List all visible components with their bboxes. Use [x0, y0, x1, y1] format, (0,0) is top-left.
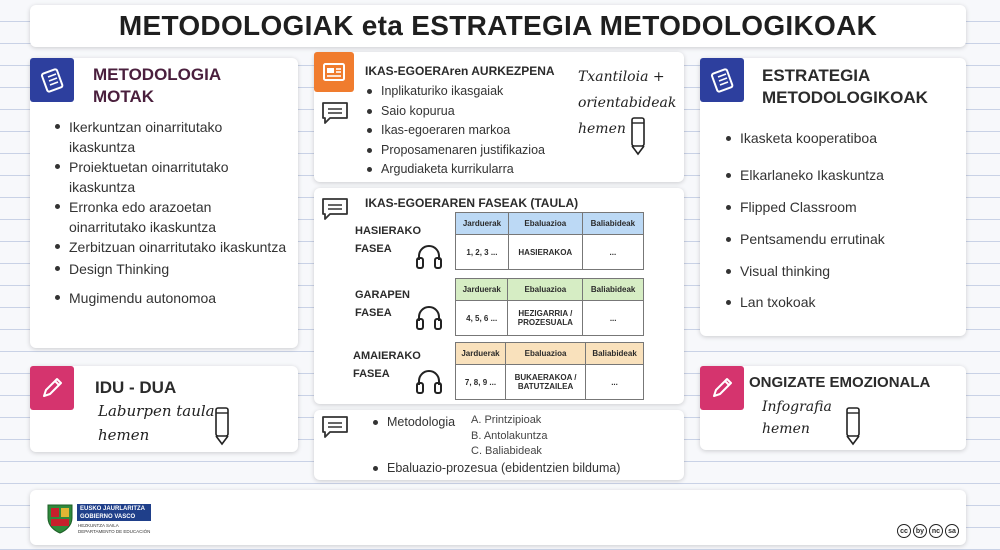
footer-card — [30, 490, 966, 545]
ongizate-heading: ONGIZATE EMOZIONALA — [749, 374, 931, 391]
list-item: Proiektuetan oinarritutako ikaskuntza — [55, 157, 290, 197]
cell-jarduerak: 1, 2, 3 ... — [456, 235, 509, 270]
col-ebaluazioa: Ebaluazioa — [508, 213, 582, 235]
ongizate-note — [762, 396, 832, 440]
list-item: Proposamenaren justifikazioa — [367, 141, 577, 161]
sa-icon: sa — [945, 524, 959, 538]
nc-icon: nc — [929, 524, 943, 538]
sub-item: B. Antolakuntza — [471, 429, 548, 442]
cell-jarduerak: 7, 8, 9 ... — [456, 365, 506, 400]
list-item: Argudiaketa kurrikularra — [367, 160, 577, 180]
phase-table — [455, 342, 644, 400]
metodologia-sub-list — [471, 413, 547, 460]
estrategia-heading — [762, 65, 928, 109]
list-item: Ikerkuntzan oinarritutako ikaskuntza — [55, 117, 290, 157]
cell-ebaluazioa-line1: BUKAERAKOA / — [514, 373, 577, 382]
aurkezpena-note-line2: orientabideak — [578, 95, 677, 111]
list-item: Flipped Classroom — [726, 198, 956, 216]
headphones-icon — [414, 303, 444, 331]
dept-name-line1: HEZKUNTZA SAILA — [78, 523, 119, 528]
col-baliabideak: Baliabideak — [583, 279, 644, 301]
ongizate-note-line1: Infografia — [762, 399, 832, 415]
table-row — [456, 301, 644, 336]
gov-name-line1: EUSKO JAURLARITZA — [80, 506, 146, 512]
list-item: Visual thinking — [726, 262, 956, 280]
list-item: Erronka edo arazoetan oinarritutako ikaskuntza — [55, 197, 290, 237]
gov-logo — [45, 502, 155, 538]
ongizate-note-line2: hemen — [762, 421, 810, 437]
cell-baliabideak: ... — [583, 301, 644, 336]
list-item: Design Thinking — [55, 259, 290, 279]
cell-ebaluazioa — [508, 235, 582, 270]
col-jarduerak: Jarduerak — [456, 213, 509, 235]
col-baliabideak: Baliabideak — [582, 213, 643, 235]
cell-baliabideak: ... — [582, 235, 643, 270]
faseak-heading: IKAS-EGOERAREN FASEAK (TAULA) — [365, 196, 579, 210]
cell-ebaluazioa — [508, 301, 583, 336]
dept-name — [78, 523, 150, 535]
gov-name-box — [77, 504, 151, 521]
list-item: Ebaluazio-prozesua (ebidentzien bilduma) — [373, 459, 620, 477]
phase-label-line1: AMAIERAKO — [353, 350, 421, 362]
title-card — [30, 5, 966, 47]
sub-item: C. Baliabideak — [471, 445, 542, 457]
col-jarduerak: Jarduerak — [456, 343, 506, 365]
table-row — [456, 235, 644, 270]
list-item: Mugimendu autonomoa — [55, 288, 290, 308]
col-ebaluazioa: Ebaluazioa — [508, 279, 583, 301]
chat-icon — [320, 196, 350, 222]
cc-icon: cc — [897, 524, 911, 538]
estrategia-heading-line1: ESTRATEGIA — [762, 66, 871, 85]
idu-note-line1: Laburpen taula — [98, 402, 215, 420]
cell-baliabideak: ... — [586, 365, 644, 400]
aurkezpena-note-line1: Txantiloia + — [578, 69, 665, 85]
phase-label — [355, 286, 410, 322]
list-item: Saio kopurua — [367, 102, 577, 122]
table-header-row — [456, 213, 644, 235]
notes-icon — [30, 58, 74, 102]
aurkezpena-heading: IKAS-EGOERAren AURKEZPENA — [365, 64, 555, 78]
cell-ebaluazioa — [505, 365, 585, 400]
chat-icon — [320, 414, 350, 440]
col-baliabideak: Baliabideak — [586, 343, 644, 365]
metodologia-heading-line2: MOTAK — [93, 87, 155, 106]
phase-label-line2: FASEA — [355, 307, 392, 319]
col-ebaluazioa: Ebaluazioa — [505, 343, 585, 365]
pencil-drawing-icon — [212, 402, 232, 446]
dept-name-line2: DEPARTAMENTO DE EDUCACIÓN — [78, 529, 151, 534]
pencil-icon — [30, 366, 74, 410]
by-icon: by — [913, 524, 927, 538]
ebaluazio-bullet — [373, 459, 620, 477]
phase-table — [455, 212, 644, 270]
cell-ebaluazioa-line1: HEZIGARRIA / — [518, 309, 573, 318]
estrategia-heading-line2: METODOLOGIKOAK — [762, 88, 928, 107]
list-item: Zerbitzuan oinarritutako ikaskuntza — [55, 237, 290, 257]
cell-ebaluazioa-line1: HASIERAKOA — [518, 247, 573, 257]
headphones-icon — [414, 242, 444, 270]
list-item: Elkarlaneko Ikaskuntza — [726, 166, 956, 184]
table-header-row — [456, 279, 644, 301]
phase-label-line2: FASEA — [353, 368, 390, 380]
idu-note-line2: hemen — [98, 426, 150, 444]
metodologia-heading-line1: METODOLOGIA — [93, 65, 222, 84]
phase-label-line2: FASEA — [355, 243, 392, 255]
coat-of-arms-icon — [45, 502, 75, 534]
phase-table — [455, 278, 644, 336]
notes-icon — [700, 58, 744, 102]
chat-icon — [320, 100, 350, 126]
list-item: Inplikaturiko ikasgaiak — [367, 82, 577, 102]
pencil-drawing-icon — [843, 402, 863, 446]
table-header-row — [456, 343, 644, 365]
aurkezpena-list — [367, 82, 577, 180]
cell-ebaluazioa-line2: PROZESUALA — [517, 318, 573, 327]
sub-item: A. Printzipioak — [471, 414, 542, 426]
phase-label — [353, 347, 421, 383]
gov-name-line2: GOBIERNO VASCO — [80, 514, 136, 520]
headphones-icon — [414, 367, 444, 395]
page-title: METODOLOGIAK eta ESTRATEGIA METODOLOGIKOAK — [118, 10, 878, 41]
col-jarduerak: Jarduerak — [456, 279, 508, 301]
list-item: Ikas-egoeraren markoa — [367, 121, 577, 141]
phase-label — [355, 222, 421, 258]
aurkezpena-note-line3: hemen — [578, 121, 626, 137]
pencil-icon — [700, 366, 744, 410]
cell-ebaluazioa-line2: BATUTZAILEA — [517, 382, 574, 391]
idu-heading: IDU - DUA — [95, 378, 177, 397]
presentation-icon — [314, 52, 354, 92]
cell-jarduerak: 4, 5, 6 ... — [456, 301, 508, 336]
metodologia-heading — [93, 64, 221, 108]
phase-label-line1: GARAPEN — [355, 289, 411, 301]
list-item: Metodologia — [373, 413, 455, 431]
metodologia-list — [55, 117, 290, 308]
table-row — [456, 365, 644, 400]
list-item: Pentsamendu errutinak — [726, 230, 956, 248]
idu-note — [98, 400, 215, 446]
pencil-drawing-icon — [628, 112, 648, 156]
estrategia-list — [726, 129, 956, 311]
metodologia-bullet — [373, 413, 455, 431]
phase-label-line1: HASIERAKO — [355, 225, 422, 237]
list-item: Ikasketa kooperatiboa — [726, 129, 956, 147]
list-item: Lan txokoak — [726, 293, 956, 311]
license-badge[interactable] — [897, 524, 959, 538]
